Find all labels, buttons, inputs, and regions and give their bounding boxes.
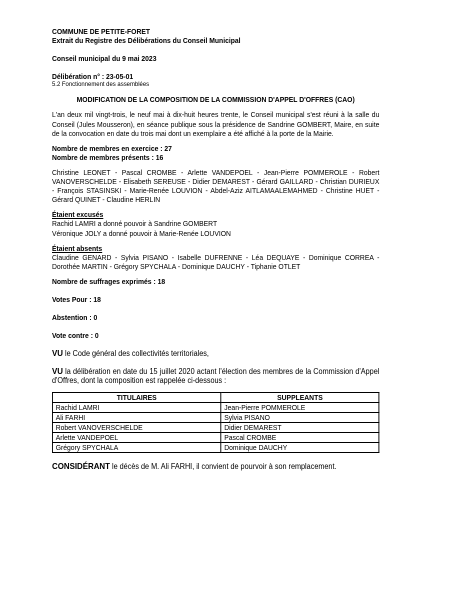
present-members-list: Christine LEONET - Pascal CROMBE - Arlette VANDEPOEL - Jean-Pierre POMMEROLE - Robert VANOVERSCHELDE - Elisabeth SEREUSE - Didier DEMAREST - Gérard GAILLARD - Christian DURIEUX - François STASINSKI - Marie-Renée LOUVION - Abdel-Aziz AITLAMAALEMAHMED - Christine HUET - Gérard QUINET - Claudine HERLIN [52,167,380,205]
considerant-text: le décès de M. Ali FARHI, il convient de pourvoir à son remplacement. [109,461,337,471]
table-row [52,402,378,412]
members-present: Nombre de membres présents : 16 [52,152,164,162]
absent-members-list: Claudine GENARD - Sylvia PISANO - Isabelle DUFRENNE - Léa DEQUAYE - Dominique CORREA - Dorothée MARTIN - Grégory SPYCHALA - Dominique DAUCHY - Tiphanie OTLET [52,252,380,271]
absent-heading: Étaient absents [52,243,103,253]
table-row [52,442,378,452]
deliberation-number: Délibération n° : 23-05-01 [52,72,134,82]
commune-name: COMMUNE DE PETITE-FORET [52,27,151,36]
suppleant-cell: Jean-Pierre POMMEROLE [221,402,379,412]
cao-composition-table [52,392,379,453]
deliberation-subject: MODIFICATION DE LA COMPOSITION DE LA COMMISSION D'APPEL D'OFFRES (CAO) [76,95,355,105]
meeting-title: Conseil municipal du 9 mai 2023 [52,54,157,64]
deliberation-body [52,27,379,471]
suppleant-cell: Sylvia PISANO [221,412,379,422]
votes-contre: Vote contre : 0 [52,331,99,341]
suffrages-count: Nombre de suffrages exprimés : 18 [52,276,166,286]
excused-line: Rachid LAMRI a donné pouvoir à Sandrine GOMBERT [52,219,218,229]
votes-pour: Votes Pour : 18 [52,294,101,304]
excused-heading: Étaient excusés [52,210,104,220]
column-header-titulaires: TITULAIRES [52,392,221,402]
vu-text: le Code général des collectivités territoriales, [62,349,209,359]
vu-deliberation-2020 [52,367,379,385]
titulaire-cell: Rachid LAMRI [52,402,221,412]
table-row [52,432,378,442]
suppleant-cell: Dominique DAUCHY [221,442,379,452]
vu-code-general [52,349,379,358]
table-row [52,412,378,422]
deliberation-category: 5.2 Fonctionnement des assemblées [52,81,150,89]
column-header-suppleants: SUPPLEANTS [221,392,379,402]
considerant-paragraph [52,462,379,471]
suppleant-cell: Pascal CROMBE [221,432,379,442]
vu-prefix: VU [52,348,63,359]
titulaire-cell: Arlette VANDEPOEL [52,432,221,442]
votes-abstention: Abstention : 0 [52,313,98,323]
vu-text: la délibération en date du 15 juillet 2020 actant l'élection des membres de la Commission d'Appel d'Offres, dont la composition est rappelée ci-dessous : [52,367,380,386]
table-row [52,422,378,432]
intro-paragraph: L'an deux mil vingt-trois, le neuf mai à dix-huit heures trente, le Conseil municipal s'est réuni à la salle du Conseil (Jules Mousseron), en séance publique sous la présidence de Sandrine GOMBERT, Maire, en suite de la convocation en date du trois mai dont un exemplaire a été affiché à la porte de la Mairie. [52,110,380,138]
table-header-row [52,392,378,402]
members-in-office: Nombre de membres en exercice : 27 [52,143,172,153]
registre-extract: Extrait du Registre des Délibérations du Conseil Municipal [52,36,241,46]
considerant-prefix: CONSIDÉRANT [52,460,110,471]
suppleant-cell: Didier DEMAREST [221,422,379,432]
vu-prefix: VU [52,366,63,377]
titulaire-cell: Robert VANOVERSCHELDE [52,422,221,432]
titulaire-cell: Ali FARHI [52,412,221,422]
excused-line: Véronique JOLY a donné pouvoir à Marie-Renée LOUVION [52,228,231,238]
titulaire-cell: Grégory SPYCHALA [52,442,221,452]
